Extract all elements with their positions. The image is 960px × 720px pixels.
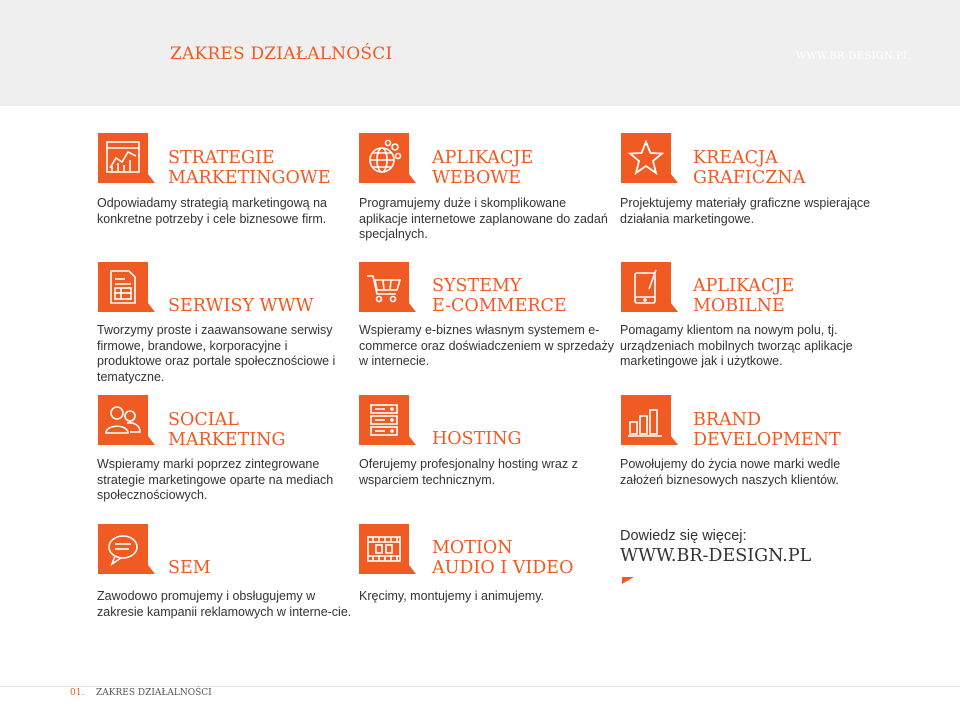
service-title-ecommerce: SYSTEMY E-COMMERCE bbox=[432, 276, 567, 316]
service-desc-sem: Zawodowo promujemy i obsługujemy w zakresie kampanii reklamowych w interne-cie. bbox=[97, 589, 352, 619]
mobile-phone-icon bbox=[621, 262, 671, 312]
server-icon bbox=[359, 395, 409, 445]
service-title-serwisy: SERWISY WWW bbox=[168, 296, 314, 316]
speech-bubble-icon bbox=[98, 524, 148, 574]
chart-growth-icon bbox=[98, 133, 148, 183]
service-desc-strategie: Odpowiadamy strategią marketingową na konkretne potrzeby i cele biznesowe firm. bbox=[97, 196, 327, 226]
page-title: ZAKRES DZIAŁALNOŚCI bbox=[170, 44, 393, 64]
more-info-label: Dowiedz się więcej: bbox=[620, 528, 747, 544]
service-desc-kreacja: Projektujemy materiały graficzne wspierające działania marketingowe. bbox=[620, 196, 871, 226]
service-desc-mobilne: Pomagamy klientom na nowym polu, tj. urządzeniach mobilnych tworząc aplikacje marketingowe jak i użytkowe. bbox=[620, 323, 853, 368]
service-desc-ecommerce: Wspieramy e-biznes własnym systemem e-commerce oraz doświadczeniem w sprzedaży w internecie. bbox=[359, 323, 614, 368]
service-title-sem: SEM bbox=[168, 558, 211, 578]
service-title-aplikacje-webowe: APLIKACJE WEBOWE bbox=[432, 148, 534, 188]
service-title-hosting: HOSTING bbox=[432, 429, 522, 449]
footer-divider bbox=[0, 686, 960, 687]
service-title-social: SOCIAL MARKETING bbox=[168, 410, 286, 450]
shopping-cart-icon bbox=[359, 262, 409, 312]
footer-page-number: 01. bbox=[70, 688, 85, 698]
service-title-kreacja: KREACJA GRAFICZNA bbox=[693, 148, 806, 188]
service-desc-aplikacje-webowe: Programujemy duże i skomplikowane aplikacje internetowe zaplanowane do zadań specjalnych. bbox=[359, 196, 608, 241]
accent-flag bbox=[622, 577, 634, 584]
globe-network-icon bbox=[359, 133, 409, 183]
website-document-icon bbox=[98, 262, 148, 312]
service-title-mobilne: APLIKACJE MOBILNE bbox=[693, 276, 795, 316]
header-url: WWW.BR-DESIGN.PL bbox=[795, 51, 910, 62]
more-info-link[interactable]: WWW.BR-DESIGN.PL bbox=[620, 546, 812, 566]
service-title-brand: BRAND DEVELOPMENT bbox=[693, 410, 841, 450]
service-title-strategie: STRATEGIE MARKETINGOWE bbox=[168, 148, 331, 188]
service-desc-motion: Kręcimy, montujemy i animujemy. bbox=[359, 589, 544, 603]
bar-chart-icon bbox=[621, 395, 671, 445]
service-desc-social: Wspieramy marki poprzez zintegrowane strategie marketingowe oparte na mediach społecznościowych. bbox=[97, 457, 334, 502]
service-desc-serwisy: Tworzymy proste i zaawansowane serwisy firmowe, brandowe, korporacyjne i produktowe oraz portale społecznościowe i tematyczne. bbox=[97, 323, 336, 384]
people-icon bbox=[98, 395, 148, 445]
service-title-motion: MOTION AUDIO I VIDEO bbox=[432, 538, 574, 578]
header-bar bbox=[0, 0, 960, 106]
service-desc-brand: Powołujemy do życia nowe marki wedle założeń biznesowych naszych klientów. bbox=[620, 457, 841, 487]
star-icon bbox=[621, 133, 671, 183]
service-desc-hosting: Oferujemy profesjonalny hosting wraz z wsparciem technicznym. bbox=[359, 457, 578, 487]
footer-section-title: ZAKRES DZIAŁALNOŚCI bbox=[96, 688, 212, 698]
film-strip-icon bbox=[359, 524, 409, 574]
